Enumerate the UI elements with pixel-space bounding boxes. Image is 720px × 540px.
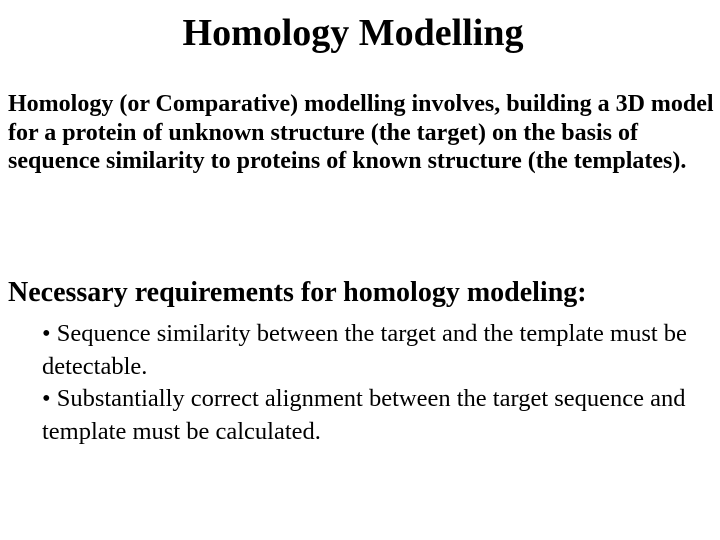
slide-title: Homology Modelling xyxy=(182,12,524,54)
intro-paragraph: Homology (or Comparative) modelling involves, building a 3D model for a protein of unknown structure (the target) on the basis of sequence similarity to proteins of known structure (the templates). xyxy=(8,91,714,174)
requirement-item-sequence-similarity: • Sequence similarity between the target and the template must be detectable. xyxy=(42,320,687,380)
requirements-list xyxy=(42,318,712,448)
requirements-heading: Necessary requirements for homology modeling: xyxy=(8,277,587,308)
requirement-item-alignment: • Substantially correct alignment between the target sequence and template must be calculated. xyxy=(42,385,686,445)
